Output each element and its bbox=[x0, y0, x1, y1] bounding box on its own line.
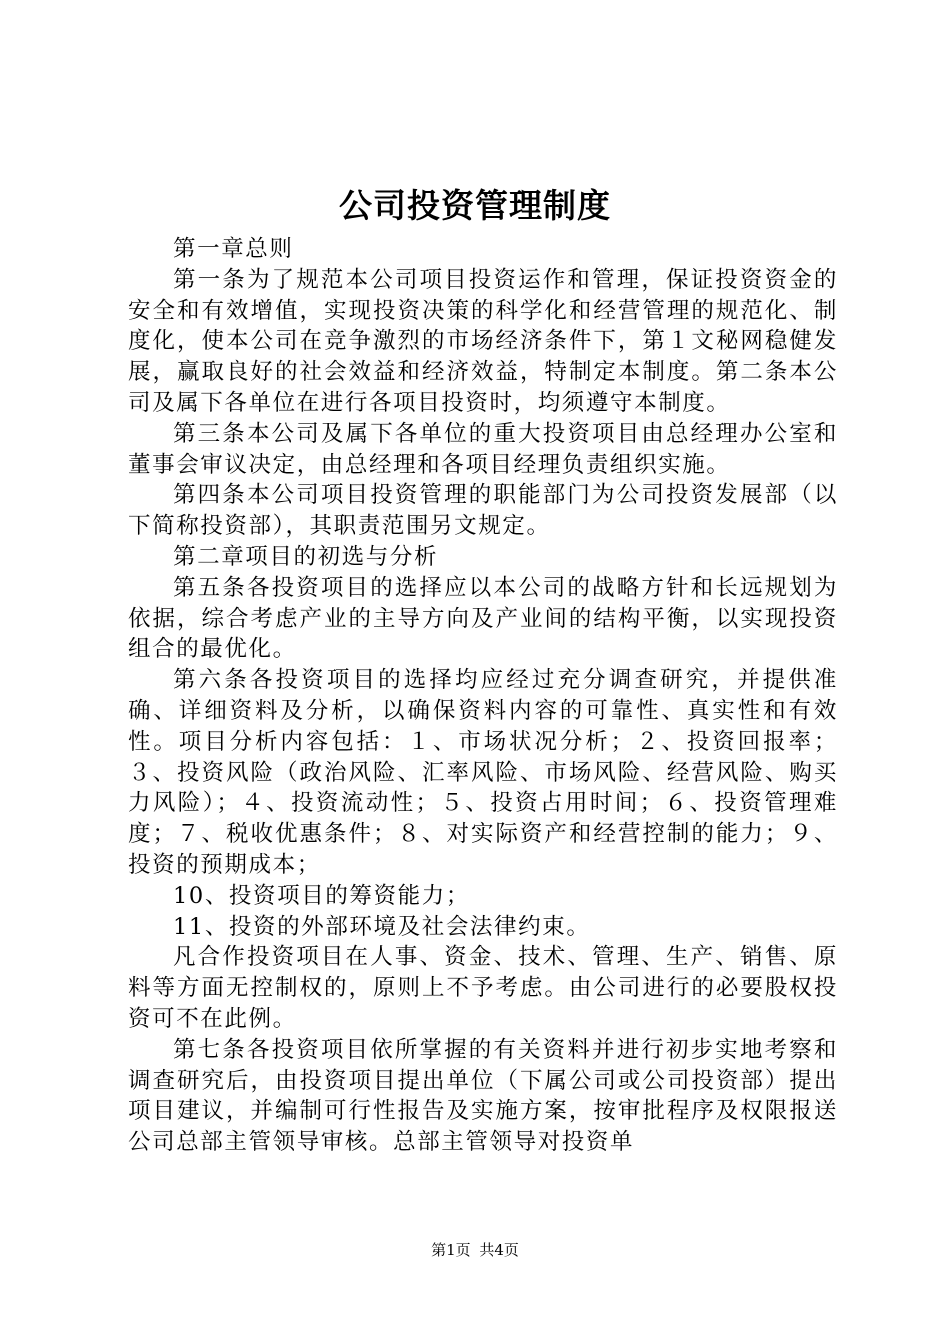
paragraph-article-6: 第六条各投资项目的选择均应经过充分调查研究，并提供准确、详细资料及分析，以确保资料内容的可靠性、真实性和有效性。项目分析内容包括：１、市场状况分析；２、投资回报率；３、投资风险（政治风险、汇率风险、市场风险、经营风险、购买力风险）；４、投资流动性；５、投资占用时间；６、投资管理难度；７、税收优惠条件；８、对实际资产和经营控制的能力；９、投资的预期成本； bbox=[128, 667, 838, 878]
paragraph-chapter-1-heading: 第一章总则 bbox=[173, 236, 294, 262]
paragraph-article-3: 第三条本公司及属下各单位的重大投资项目由总经理办公室和董事会审议决定，由总经理和各项目经理负责组织实施。 bbox=[128, 420, 838, 478]
document-body bbox=[128, 234, 838, 1158]
paragraph-article-5: 第五条各投资项目的选择应以本公司的战略方针和长远规划为依据，综合考虑产业的主导方向及产业间的结构平衡，以实现投资组合的最优化。 bbox=[128, 574, 838, 663]
paragraph-chapter-2-heading: 第二章项目的初选与分析 bbox=[173, 543, 439, 570]
paragraph-cooperation-note: 凡合作投资项目在人事、资金、技术、管理、生产、销售、原料等方面无控制权的，原则上不予考虑。由公司进行的必要股权投资可不在此例。 bbox=[128, 944, 838, 1032]
page-number-footer: 第1页 共4页 bbox=[431, 1241, 519, 1259]
paragraph-article-7: 第七条各投资项目依所掌握的有关资料并进行初步实地考察和调查研究后，由投资项目提出单位（下属公司或公司投资部）提出项目建议，并编制可行性报告及实施方案，按审批程序及权限报送公司总部主管领导审核。总部主管领导对投资单 bbox=[128, 1036, 838, 1156]
paragraph-item-10: 10、投资项目的筹资能力； bbox=[173, 882, 470, 909]
document-title: 公司投资管理制度 bbox=[339, 186, 611, 225]
paragraph-article-4: 第四条本公司项目投资管理的职能部门为公司投资发展部（以下简称投资部），其职责范围另文规定。 bbox=[128, 482, 838, 540]
paragraph-item-11: 11、投资的外部环境及社会法律约束。 bbox=[173, 913, 591, 940]
paragraph-article-1: 第一条为了规范本公司项目投资运作和管理，保证投资资金的安全和有效增值，实现投资决策的科学化和经营管理的规范化、制度化，使本公司在竞争激烈的市场经济条件下，第１文秘网稳健发展，赢取良好的社会效益和经济效益，特制定本制度。第二条本公司及属下各单位在进行各项目投资时，均须遵守本制度。 bbox=[128, 266, 838, 416]
